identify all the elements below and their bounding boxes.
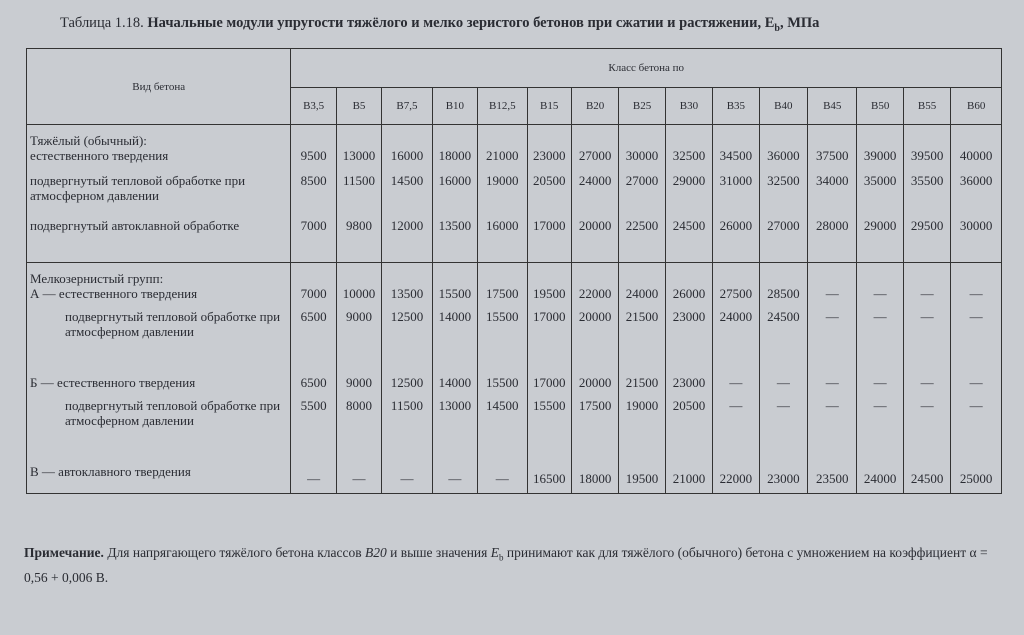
value-cell: 29000 bbox=[665, 173, 712, 218]
value-cell: 19500 bbox=[619, 464, 665, 494]
value-cell: 17000 bbox=[527, 309, 571, 375]
empty-cell bbox=[619, 262, 665, 285]
value-cell: 21000 bbox=[478, 148, 527, 173]
footnote bbox=[24, 543, 1014, 587]
value-cell: 24000 bbox=[713, 309, 759, 375]
value-cell: 24500 bbox=[665, 218, 712, 263]
class-col-header: B3,5 bbox=[291, 88, 336, 125]
class-col-header: B30 bbox=[665, 88, 712, 125]
class-col-header: B55 bbox=[903, 88, 950, 125]
value-cell: 10000 bbox=[336, 286, 381, 309]
empty-cell bbox=[527, 262, 571, 285]
empty-cell bbox=[291, 125, 336, 148]
value-cell: — bbox=[759, 375, 807, 398]
value-cell: 17000 bbox=[527, 218, 571, 263]
fine-concrete-section bbox=[27, 262, 1002, 493]
empty-cell bbox=[951, 125, 1002, 148]
value-cell: 23500 bbox=[808, 464, 857, 494]
value-cell: 20500 bbox=[665, 398, 712, 464]
value-cell: 14500 bbox=[478, 398, 527, 464]
table-row bbox=[27, 173, 1002, 218]
table-caption bbox=[60, 14, 1000, 38]
value-cell: — bbox=[713, 398, 759, 464]
class-col-header: B20 bbox=[571, 88, 618, 125]
row-label: А — естественного твердения bbox=[27, 286, 291, 309]
row-label: естественного твердения bbox=[27, 148, 291, 173]
header-row-1 bbox=[27, 49, 1002, 88]
row-label: подвергнутый тепловой обработке при атмосферном давлении bbox=[27, 398, 291, 464]
type-header: Вид бетона bbox=[27, 49, 291, 125]
value-cell: 35000 bbox=[857, 173, 903, 218]
note-symbol: E bbox=[490, 545, 499, 560]
value-cell: — bbox=[759, 398, 807, 464]
value-cell: 9000 bbox=[336, 309, 381, 375]
value-cell: 30000 bbox=[619, 148, 665, 173]
value-cell: 22500 bbox=[619, 218, 665, 263]
value-cell: — bbox=[382, 464, 432, 494]
value-cell: 31000 bbox=[713, 173, 759, 218]
empty-cell bbox=[527, 125, 571, 148]
empty-cell bbox=[713, 262, 759, 285]
class-col-header: B15 bbox=[527, 88, 571, 125]
value-cell: 15500 bbox=[527, 398, 571, 464]
row-label: подвергнутый автоклавной обработке bbox=[27, 218, 291, 263]
table-row bbox=[27, 464, 1002, 494]
value-cell: 18000 bbox=[432, 148, 477, 173]
value-cell: 13500 bbox=[432, 218, 477, 263]
value-cell: — bbox=[808, 375, 857, 398]
value-cell: 23000 bbox=[665, 309, 712, 375]
value-cell: — bbox=[857, 375, 903, 398]
value-cell: 28500 bbox=[759, 286, 807, 309]
value-cell: 26000 bbox=[713, 218, 759, 263]
value-cell: 16000 bbox=[382, 148, 432, 173]
value-cell: 17500 bbox=[571, 398, 618, 464]
value-cell: 19000 bbox=[619, 398, 665, 464]
value-cell: 12500 bbox=[382, 309, 432, 375]
value-cell: 23000 bbox=[665, 375, 712, 398]
empty-cell bbox=[336, 125, 381, 148]
value-cell: 40000 bbox=[951, 148, 1002, 173]
empty-cell bbox=[336, 262, 381, 285]
caption-unit: , МПа bbox=[779, 15, 820, 31]
value-cell: 15500 bbox=[478, 309, 527, 375]
note-text-2: и выше значения bbox=[386, 545, 491, 560]
value-cell: — bbox=[951, 398, 1002, 464]
empty-cell bbox=[951, 262, 1002, 285]
section-heading: Тяжёлый (обычный): bbox=[27, 125, 291, 148]
value-cell: 15500 bbox=[478, 375, 527, 398]
class-col-header: B5 bbox=[336, 88, 381, 125]
empty-cell bbox=[382, 125, 432, 148]
empty-cell bbox=[759, 262, 807, 285]
empty-cell bbox=[291, 262, 336, 285]
value-cell: — bbox=[857, 398, 903, 464]
value-cell: 8500 bbox=[291, 173, 336, 218]
empty-cell bbox=[382, 262, 432, 285]
value-cell: — bbox=[478, 464, 527, 494]
value-cell: 34500 bbox=[713, 148, 759, 173]
value-cell: 22000 bbox=[713, 464, 759, 494]
class-col-header: B25 bbox=[619, 88, 665, 125]
value-cell: 22000 bbox=[571, 286, 618, 309]
empty-cell bbox=[665, 262, 712, 285]
value-cell: — bbox=[713, 375, 759, 398]
value-cell: — bbox=[951, 375, 1002, 398]
empty-cell bbox=[857, 125, 903, 148]
value-cell: — bbox=[903, 375, 950, 398]
value-cell: 16000 bbox=[478, 218, 527, 263]
value-cell: 24000 bbox=[619, 286, 665, 309]
caption-title: Начальные модули упругости тяжёлого и мелко зеристого бетонов при сжатии и растяжении, E bbox=[147, 15, 775, 31]
empty-cell bbox=[903, 262, 950, 285]
note-text-1: Для напрягающего тяжёлого бетона классов bbox=[103, 545, 365, 560]
elastic-modulus-table bbox=[26, 48, 1002, 494]
value-cell: 25000 bbox=[951, 464, 1002, 494]
value-cell: 30000 bbox=[951, 218, 1002, 263]
value-cell: — bbox=[951, 286, 1002, 309]
row-label: подвергнутый тепловой обработке при атмосферном давлении bbox=[27, 309, 291, 375]
empty-cell bbox=[808, 125, 857, 148]
note-label: Примечание. bbox=[24, 545, 104, 560]
value-cell: 32500 bbox=[759, 173, 807, 218]
class-col-header: B45 bbox=[808, 88, 857, 125]
value-cell: — bbox=[432, 464, 477, 494]
section-heading: Мелкозернистый групп: bbox=[27, 262, 291, 285]
note-text-3: принимают как для тяжёлого (обычного) бетона с умножением на коэффициент bbox=[503, 545, 970, 560]
class-col-header: B35 bbox=[713, 88, 759, 125]
class-col-header: B10 bbox=[432, 88, 477, 125]
value-cell: 13500 bbox=[382, 286, 432, 309]
empty-cell bbox=[857, 262, 903, 285]
value-cell: 20000 bbox=[571, 309, 618, 375]
value-cell: 36000 bbox=[759, 148, 807, 173]
row-label: Б — естественного твердения bbox=[27, 375, 291, 398]
value-cell: 7000 bbox=[291, 286, 336, 309]
value-cell: 6500 bbox=[291, 309, 336, 375]
row-label: подвергнутый тепловой обработке при атмосферном давлении bbox=[27, 173, 291, 218]
value-cell: 7000 bbox=[291, 218, 336, 263]
value-cell: 11500 bbox=[382, 398, 432, 464]
note-symbol-sub: b bbox=[499, 552, 504, 563]
value-cell: 8000 bbox=[336, 398, 381, 464]
class-col-header: B12,5 bbox=[478, 88, 527, 125]
value-cell: 37500 bbox=[808, 148, 857, 173]
value-cell: — bbox=[951, 309, 1002, 375]
value-cell: 39500 bbox=[903, 148, 950, 173]
value-cell: 12500 bbox=[382, 375, 432, 398]
value-cell: 13000 bbox=[432, 398, 477, 464]
class-col-header: B50 bbox=[857, 88, 903, 125]
value-cell: 20000 bbox=[571, 375, 618, 398]
value-cell: 36000 bbox=[951, 173, 1002, 218]
value-cell: 20500 bbox=[527, 173, 571, 218]
section-heading-row bbox=[27, 262, 1002, 285]
section-heading-row bbox=[27, 125, 1002, 148]
value-cell: 14500 bbox=[382, 173, 432, 218]
value-cell: 12000 bbox=[382, 218, 432, 263]
value-cell: 24500 bbox=[759, 309, 807, 375]
value-cell: 14000 bbox=[432, 375, 477, 398]
empty-cell bbox=[432, 125, 477, 148]
class-col-header: B40 bbox=[759, 88, 807, 125]
value-cell: — bbox=[291, 464, 336, 494]
class-col-header: B60 bbox=[951, 88, 1002, 125]
row-label: В — автоклавного твердения bbox=[27, 464, 291, 494]
value-cell: 24000 bbox=[571, 173, 618, 218]
caption-number: Таблица 1.18. bbox=[60, 15, 148, 31]
value-cell: 9500 bbox=[291, 148, 336, 173]
value-cell: 27500 bbox=[713, 286, 759, 309]
table-row bbox=[27, 375, 1002, 398]
empty-cell bbox=[808, 262, 857, 285]
value-cell: 21500 bbox=[619, 309, 665, 375]
empty-cell bbox=[619, 125, 665, 148]
value-cell: 6500 bbox=[291, 375, 336, 398]
value-cell: 24500 bbox=[903, 464, 950, 494]
value-cell: 9800 bbox=[336, 218, 381, 263]
value-cell: 23000 bbox=[527, 148, 571, 173]
value-cell: 19000 bbox=[478, 173, 527, 218]
value-cell: 21500 bbox=[619, 375, 665, 398]
value-cell: — bbox=[808, 398, 857, 464]
empty-cell bbox=[665, 125, 712, 148]
value-cell: 28000 bbox=[808, 218, 857, 263]
value-cell: 29500 bbox=[903, 218, 950, 263]
value-cell: 35500 bbox=[903, 173, 950, 218]
empty-cell bbox=[478, 262, 527, 285]
empty-cell bbox=[478, 125, 527, 148]
value-cell: — bbox=[903, 398, 950, 464]
value-cell: 19500 bbox=[527, 286, 571, 309]
value-cell: 16000 bbox=[432, 173, 477, 218]
value-cell: 20000 bbox=[571, 218, 618, 263]
empty-cell bbox=[759, 125, 807, 148]
empty-cell bbox=[571, 262, 618, 285]
class-col-header: B7,5 bbox=[382, 88, 432, 125]
value-cell: 27000 bbox=[571, 148, 618, 173]
value-cell: — bbox=[903, 286, 950, 309]
value-cell: 18000 bbox=[571, 464, 618, 494]
value-cell: 9000 bbox=[336, 375, 381, 398]
value-cell: 13000 bbox=[336, 148, 381, 173]
value-cell: 15500 bbox=[432, 286, 477, 309]
empty-cell bbox=[571, 125, 618, 148]
value-cell: 39000 bbox=[857, 148, 903, 173]
value-cell: 32500 bbox=[665, 148, 712, 173]
value-cell: 27000 bbox=[619, 173, 665, 218]
table-row bbox=[27, 309, 1002, 375]
caption-subscript: b bbox=[774, 22, 780, 34]
empty-cell bbox=[432, 262, 477, 285]
class-header: Класс бетона по bbox=[291, 49, 1002, 88]
value-cell: 24000 bbox=[857, 464, 903, 494]
value-cell: 26000 bbox=[665, 286, 712, 309]
value-cell: 14000 bbox=[432, 309, 477, 375]
value-cell: 23000 bbox=[759, 464, 807, 494]
heavy-concrete-section bbox=[27, 125, 1002, 263]
value-cell: 34000 bbox=[808, 173, 857, 218]
value-cell: 27000 bbox=[759, 218, 807, 263]
value-cell: — bbox=[808, 286, 857, 309]
value-cell: — bbox=[857, 286, 903, 309]
note-formula: α = 0,56 + 0,006 B. bbox=[24, 545, 988, 585]
note-class-ref: B20 bbox=[364, 545, 387, 560]
value-cell: — bbox=[336, 464, 381, 494]
table-row bbox=[27, 218, 1002, 263]
table-row bbox=[27, 398, 1002, 464]
empty-cell bbox=[903, 125, 950, 148]
value-cell: 16500 bbox=[527, 464, 571, 494]
value-cell: — bbox=[903, 309, 950, 375]
value-cell: — bbox=[857, 309, 903, 375]
value-cell: 11500 bbox=[336, 173, 381, 218]
table-row bbox=[27, 286, 1002, 309]
value-cell: 21000 bbox=[665, 464, 712, 494]
value-cell: 17000 bbox=[527, 375, 571, 398]
empty-cell bbox=[713, 125, 759, 148]
value-cell: 17500 bbox=[478, 286, 527, 309]
value-cell: 5500 bbox=[291, 398, 336, 464]
value-cell: — bbox=[808, 309, 857, 375]
table-row bbox=[27, 148, 1002, 173]
value-cell: 29000 bbox=[857, 218, 903, 263]
